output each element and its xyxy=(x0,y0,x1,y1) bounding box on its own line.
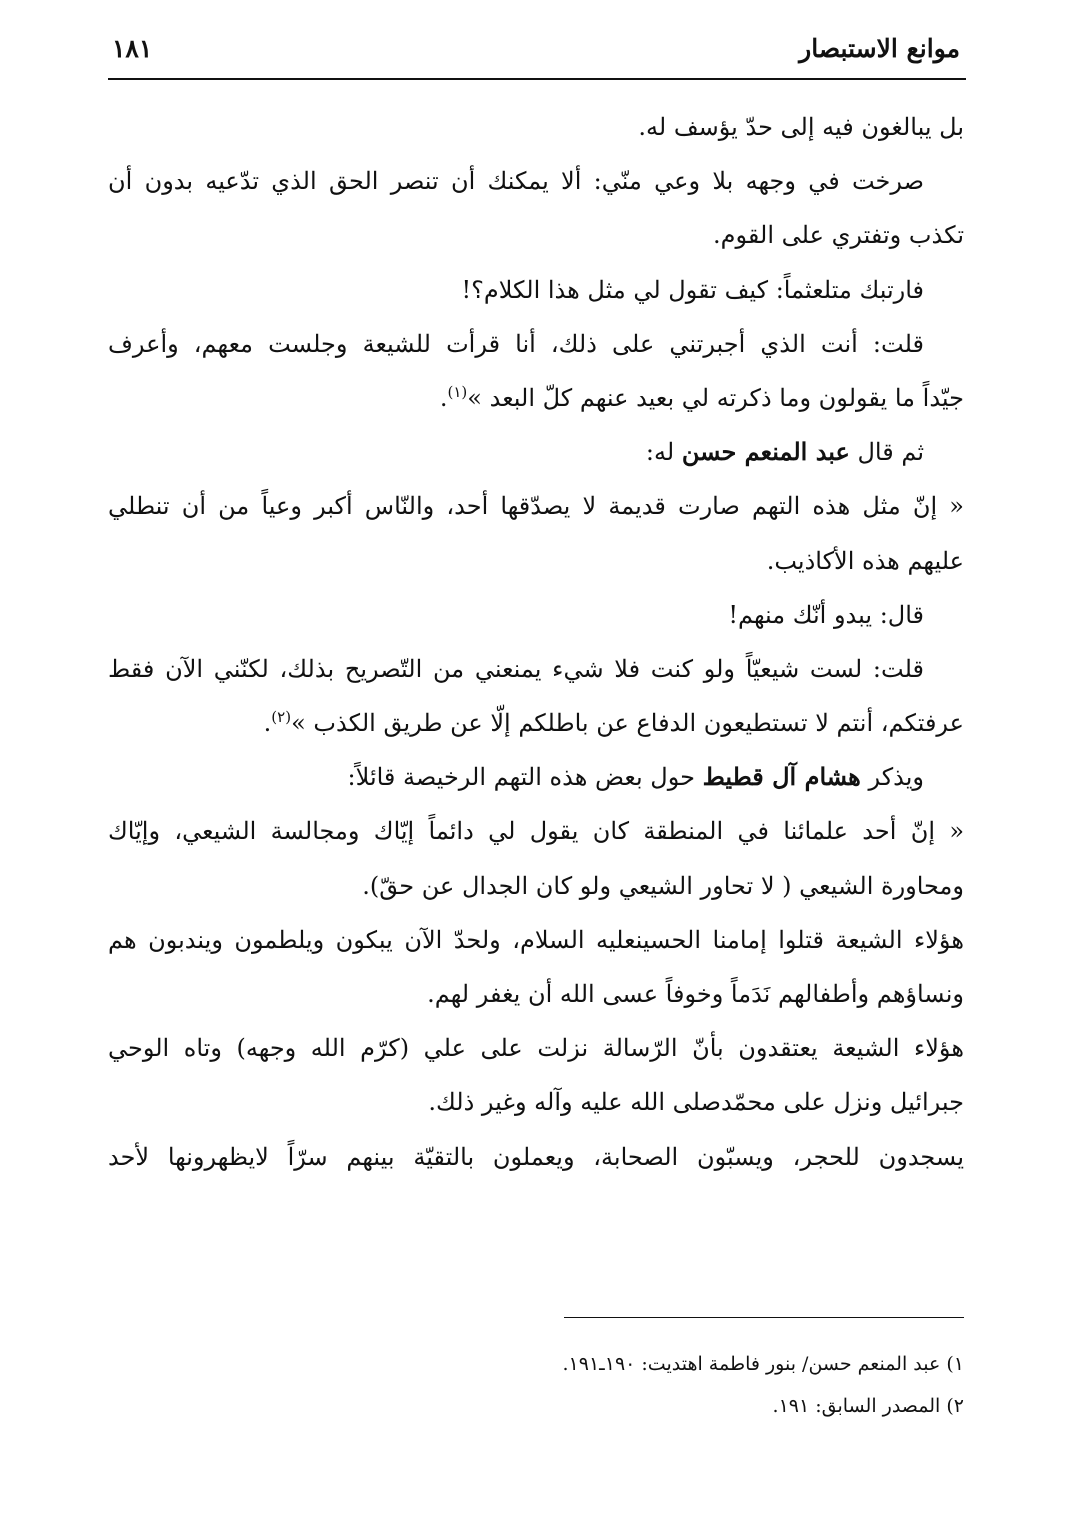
text-line: صرخت في وجهه بلا وعي منّي: ألا يمكنك أن تنصر الحق الذي تدّعيه بدون أن xyxy=(108,167,924,196)
line-end: . xyxy=(263,709,272,738)
text-line: هؤلاء الشيعة يعتقدون بأنّ الرّسالة نزلت على علي (كرّم الله وجهه) وتاه الوحي xyxy=(108,1034,964,1063)
text-line: فارتبك متلعثماً: كيف تقول لي مثل هذا الكلام؟! xyxy=(461,275,924,304)
footnote-rule xyxy=(564,1317,964,1318)
author-name: هشام آل قطيط xyxy=(702,762,861,792)
text-line: بل يبالغون فيه إلى حدّ يؤسف له. xyxy=(638,113,964,141)
text-line xyxy=(108,371,964,425)
line-text: حول بعض هذه التهم الرخيصة قائلاً: xyxy=(347,763,703,792)
text-line: ومحاورة الشيعي ( لا تحاور الشيعي ولو كان الجدال عن حقّ). xyxy=(362,871,964,900)
text-line: تكذب وتفتري على القوم. xyxy=(713,221,964,250)
header-rule xyxy=(108,78,966,80)
footnote: ١) عبد المنعم حسن/ بنور فاطمة اهتديت: ١٩٠ـ١٩١. xyxy=(562,1353,964,1375)
text-line: يسجدون للحجر، ويسبّون الصحابة، ويعملون بالتقيّة بينهم سرّاً لايظهرونها لأحد xyxy=(108,1142,964,1171)
line-text: جيّداً ما يقولون وما ذكرته لي بعيد عنهم كلّ البعد » xyxy=(467,383,964,412)
footnotes xyxy=(300,1343,964,1427)
running-header-title: موانع الاستبصار xyxy=(799,34,960,63)
text-line xyxy=(108,696,964,750)
body-text xyxy=(108,100,964,1184)
footnote-ref-1: (١) xyxy=(447,382,468,401)
line-end: . xyxy=(439,383,448,412)
text-line xyxy=(108,425,964,479)
line-text: له: xyxy=(645,438,682,467)
text-line: قلت: أنت الذي أجبرتني على ذلك، أنا قرأت للشيعة وجلست معهم، وأعرف xyxy=(108,329,924,358)
text-line: « إنّ أحد علمائنا في المنطقة كان يقول لي دائماً إيّاك ومجالسة الشيعي، وإيّاك xyxy=(108,817,964,846)
text-line: عليهم هذه الأكاذيب. xyxy=(766,546,964,575)
text-line: « إنّ مثل هذه التهم صارت قديمة لا يصدّقها أحد، والنّاس أكبر وعياً من أن تنطلي xyxy=(108,492,964,521)
footnote-ref-2: (٢) xyxy=(271,708,292,727)
text-line: قال: يبدو أنّك منهم! xyxy=(728,600,924,629)
line-text: ثم قال xyxy=(849,438,924,467)
line-text: عرفتكم، أنتم لا تستطيعون الدفاع عن باطلكم إلّا عن طريق الكذب » xyxy=(291,709,964,738)
text-line: قلت: لست شيعيّاً ولو كنت فلا شيء يمنعني من التّصريح بذلك، لكنّني الآن فقط xyxy=(108,654,924,683)
line-text: ويذكر xyxy=(860,763,924,792)
text-line: هؤلاء الشيعة قتلوا إمامنا الحسينعليه السلام، ولحدّ الآن يبكون ويلطمون ويندبون هم xyxy=(108,925,964,954)
text-line: جبرائيل ونزل على محمّدصلى الله عليه وآله وغير ذلك. xyxy=(428,1088,964,1117)
footnote: ٢) المصدر السابق: ١٩١. xyxy=(772,1395,964,1417)
author-name: عبد المنعم حسن xyxy=(681,437,850,467)
page-number: ١٨١ xyxy=(112,34,153,63)
text-line: ونساؤهم وأطفالهم نَدَماً وخوفاً عسى الله أن يغفر لهم. xyxy=(427,980,964,1008)
text-line xyxy=(108,750,964,804)
